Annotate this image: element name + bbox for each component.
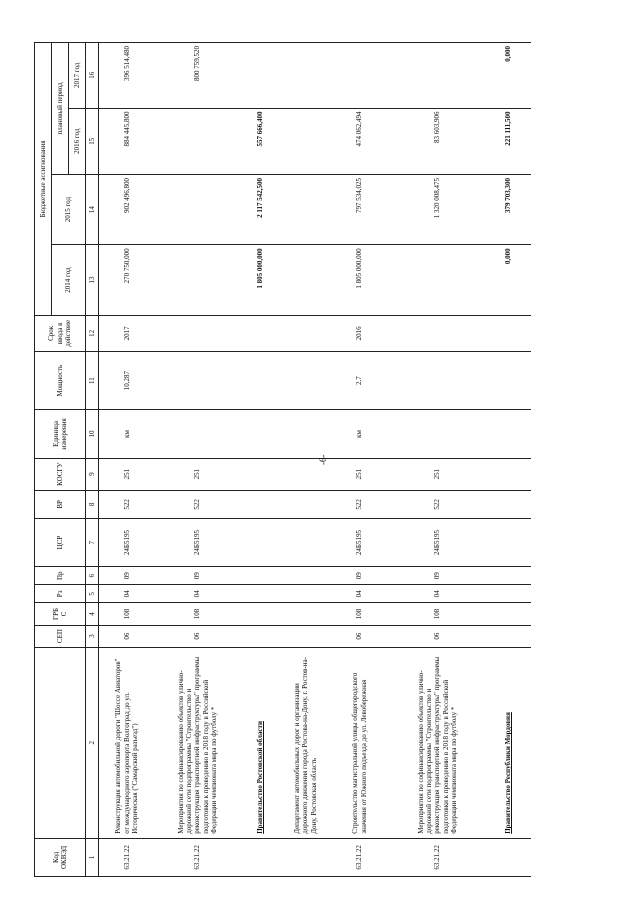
okved-cell [281, 838, 331, 876]
okved-cell [241, 838, 281, 876]
hdr-unit: Единица измерения [35, 410, 86, 458]
amount-2016: 884 445,800 [99, 108, 155, 174]
colnum: 8 [86, 490, 99, 518]
table-row [487, 43, 531, 877]
vr-cell: 522 [99, 490, 155, 518]
amount-2015: 379 703,300 [487, 174, 531, 244]
unit-cell [155, 410, 241, 458]
sep-cell: 06 [389, 625, 487, 647]
amount-2014: 0,000 [487, 245, 531, 315]
colnum: 5 [86, 585, 99, 603]
okved-cell: 63.21.22 [389, 838, 487, 876]
grbs-cell: 108 [99, 603, 155, 625]
csr-cell: 24Б5195 [331, 518, 389, 566]
hdr-budget: Бюджетные ассигнования [35, 43, 52, 316]
colnum: 7 [86, 518, 99, 566]
amount-2014: 1 805 000,000 [241, 245, 281, 315]
pr-cell: 09 [155, 567, 241, 585]
hdr-pr: Пр [35, 567, 86, 585]
amount-2014 [389, 245, 487, 315]
colnum: 10 [86, 410, 99, 458]
power-cell: 10,287 [99, 351, 155, 409]
vr-cell: 522 [331, 490, 389, 518]
amount-2016: 557 666,400 [241, 108, 281, 174]
org-heading: Правительство Ростовской области [241, 647, 281, 838]
hdr-name [35, 647, 86, 838]
hdr-power: Мощность [35, 351, 86, 409]
colnum: 1 [86, 838, 99, 876]
amount-2014: 270 750,000 [99, 245, 155, 315]
amount-2015: 2 117 542,500 [241, 174, 281, 244]
grbs-cell: 108 [331, 603, 389, 625]
sep-cell: 06 [331, 625, 389, 647]
colnum: 3 [86, 625, 99, 647]
amount-2016: 83 603,906 [389, 108, 487, 174]
hdr-2015: 2015 год [52, 174, 86, 244]
hdr-grbs: ГРБ С [35, 603, 86, 625]
rz-cell: 04 [155, 585, 241, 603]
department-name: Департамент автомобильных дорог и организации дорожного движения города Ростова-на-Дону, г. Ростов-на-Дону, Ростовская область [281, 647, 331, 838]
hdr-rz: Рз [35, 585, 86, 603]
amount-2016: 474 062,494 [331, 108, 389, 174]
amount-2016: 221 111,500 [487, 108, 531, 174]
amount-2015: 902 496,800 [99, 174, 155, 244]
table-row [389, 43, 487, 877]
colnum: 14 [86, 174, 99, 244]
kosgu-cell: 251 [155, 458, 241, 490]
kosgu-cell: 251 [99, 458, 155, 490]
amount-2017 [241, 43, 281, 109]
colnum: 9 [86, 458, 99, 490]
table-row [331, 43, 389, 877]
vr-cell: 522 [155, 490, 241, 518]
name-cell: Строительство магистральной улицы общегородского значения от Южного подъезда до ул. Левобережная [331, 647, 389, 838]
power-cell [389, 351, 487, 409]
name-cell: Мероприятия по софинансированию объектов улично-дорожной сети подпрограммы "Строительство и реконструкция транспортной инфраструктуры" программы подготовки к проведению в 2018 году в Российской Федерации чемпионата мира по футболу * [389, 647, 487, 838]
grbs-cell: 108 [389, 603, 487, 625]
term-cell: 2017 [99, 315, 155, 351]
vr-cell: 522 [389, 490, 487, 518]
amount-2014: 1 805 000,000 [331, 245, 389, 315]
column-numbers-row [86, 43, 99, 877]
amount-2015: 1 320 008,475 [389, 174, 487, 244]
kosgu-cell: 251 [331, 458, 389, 490]
csr-cell: 24Б5195 [389, 518, 487, 566]
colnum: 4 [86, 603, 99, 625]
okved-cell: 63.21.22 [99, 838, 155, 876]
hdr-2017: 2017 год [69, 43, 86, 109]
unit-cell: км [99, 410, 155, 458]
rz-cell: 04 [389, 585, 487, 603]
amount-2017: 800 759,520 [155, 43, 241, 109]
amount-2017 [331, 43, 389, 109]
csr-cell: 24Б5195 [99, 518, 155, 566]
hdr-planned: плановый период [52, 43, 69, 175]
amount-2015 [155, 174, 241, 244]
amount-2017 [389, 43, 487, 109]
colnum: 16 [86, 43, 99, 109]
colnum: 11 [86, 351, 99, 409]
hdr-sep: СЕП [35, 625, 86, 647]
power-cell [155, 351, 241, 409]
term-cell [389, 315, 487, 351]
term-cell: 2016 [331, 315, 389, 351]
amount-2017: 0,000 [487, 43, 531, 109]
colnum: 2 [86, 647, 99, 838]
okved-cell: 63.21.22 [331, 838, 389, 876]
hdr-okved: Код ОКВЭД [35, 838, 86, 876]
name-cell: Реконструкция автомобильной дороги "Шоссе Авиаторов" от международного аэропорта Волгоград до ул. Историческая ("Самарский разъезд") [99, 647, 155, 838]
table-row [155, 43, 241, 877]
term-cell [155, 315, 241, 351]
unit-cell: км [331, 410, 389, 458]
hdr-vr: ВР [35, 490, 86, 518]
pr-cell: 09 [331, 567, 389, 585]
amount-2016 [155, 108, 241, 174]
csr-cell: 24Б5195 [155, 518, 241, 566]
sep-cell: 06 [99, 625, 155, 647]
budget-table [34, 42, 531, 877]
grbs-cell: 108 [155, 603, 241, 625]
table-row [241, 43, 281, 877]
amount-2014 [155, 245, 241, 315]
hdr-term: Срок ввода в действие [35, 315, 86, 351]
hdr-2016: 2016 год [69, 108, 86, 174]
hdr-kosgu: КОСГУ [35, 458, 86, 490]
colnum: 12 [86, 315, 99, 351]
pr-cell: 09 [389, 567, 487, 585]
okved-cell: 63.21.22 [155, 838, 241, 876]
power-cell: 2,7 [331, 351, 389, 409]
kosgu-cell: 251 [389, 458, 487, 490]
org-heading: Правительство Республики Мордовия [487, 647, 531, 838]
hdr-csr: ЦСР [35, 518, 86, 566]
colnum: 6 [86, 567, 99, 585]
okved-cell [487, 838, 531, 876]
hdr-2014: 2014 год [52, 245, 86, 315]
amount-2015: 797 534,025 [331, 174, 389, 244]
table-row [99, 43, 155, 877]
rz-cell: 04 [99, 585, 155, 603]
unit-cell [389, 410, 487, 458]
pr-cell: 09 [99, 567, 155, 585]
sep-cell: 06 [155, 625, 241, 647]
colnum: 13 [86, 245, 99, 315]
colnum: 15 [86, 108, 99, 174]
page-number: -6- [318, 454, 328, 465]
rz-cell: 04 [331, 585, 389, 603]
name-cell: Мероприятия по софинансированию объектов улично-дорожной сети подпрограммы "Строительство и реконструкция транспортной инфраструктуры" программы подготовки к проведению в 2018 году в Российской Федерации чемпионата мира по футболу * [155, 647, 241, 838]
amount-2017: 396 514,480 [99, 43, 155, 109]
header-row-1 [35, 43, 52, 877]
